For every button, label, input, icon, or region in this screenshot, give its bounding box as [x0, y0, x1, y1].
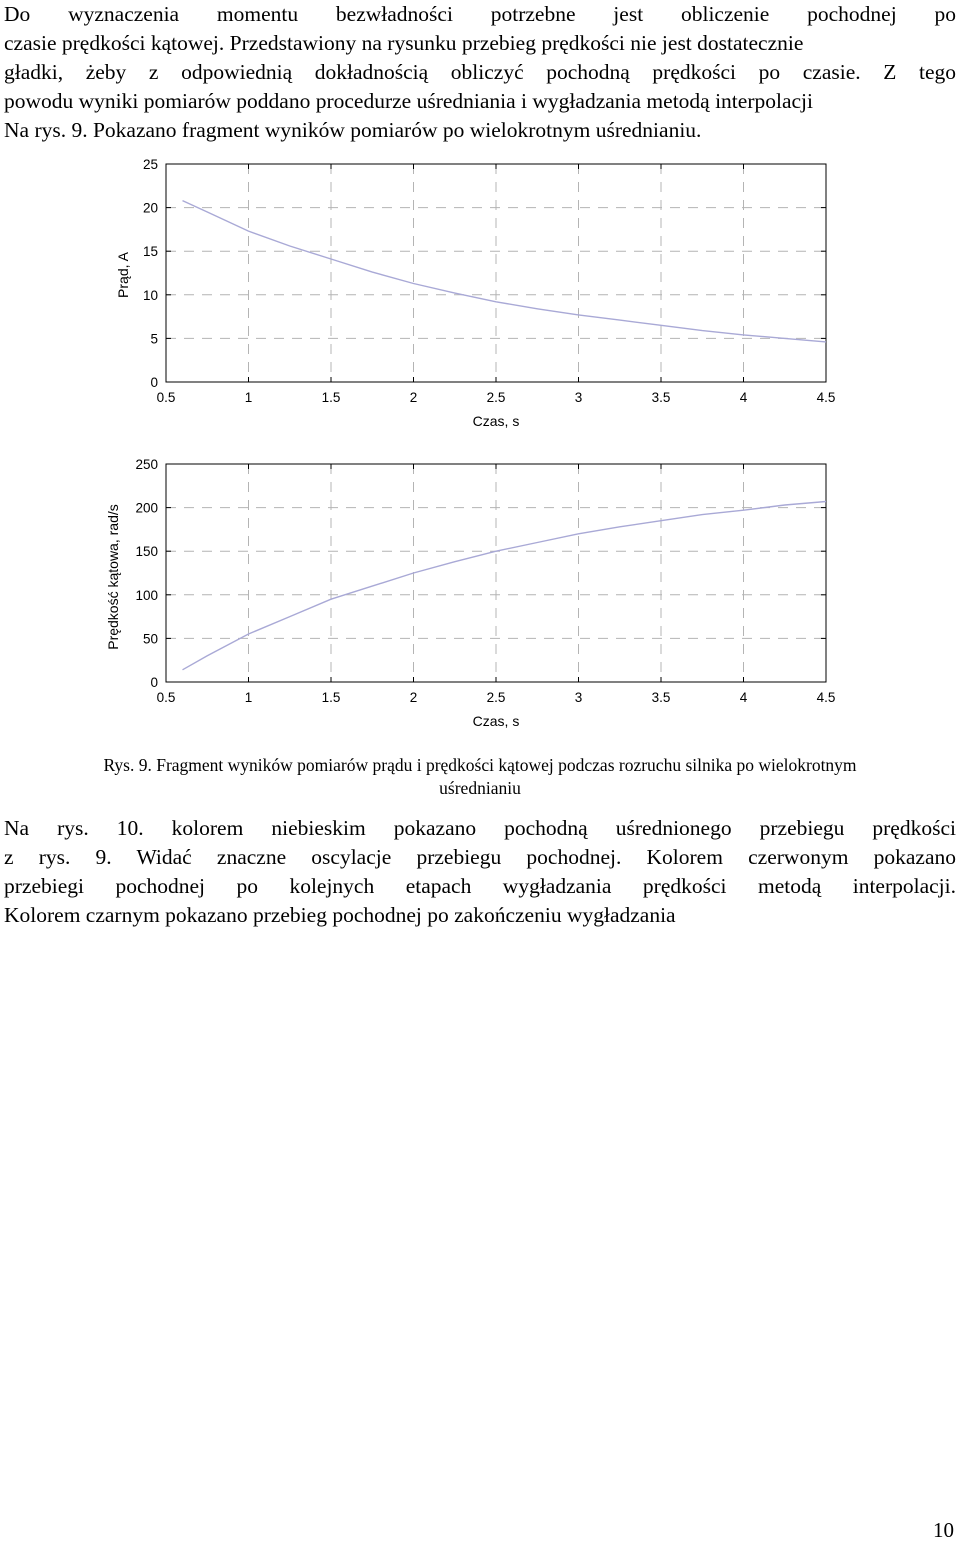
y-tick-label: 5 [150, 331, 158, 347]
page-number: 10 [933, 1518, 954, 1542]
angular-velocity-chart [0, 450, 960, 740]
x-tick-label: 2.5 [486, 690, 506, 705]
y-axis-label: Prąd, A [115, 252, 131, 298]
intro-line: gładki, żeby z odpowiednią dokładnością obliczyć pochodną prędkości po czasie. Z tego [4, 60, 956, 84]
y-tick-label: 25 [142, 157, 158, 172]
x-tick-label: 3 [574, 690, 583, 705]
y-tick-label: 200 [135, 500, 158, 516]
x-axis-label: Czas, s [472, 713, 520, 729]
intro-line: Do wyznaczenia momentu bezwładności potrzebne jest obliczenie pochodnej po [4, 2, 956, 26]
intro-line: powodu wyniki pomiarów poddano procedurze uśredniania i wygładzania metodą interpolacji [4, 89, 813, 113]
y-tick-label: 100 [135, 587, 158, 603]
series-line [183, 201, 827, 342]
description-line: przebiegi pochodnej po kolejnych etapach wygładzania prędkości metodą interpolacji. [4, 874, 956, 898]
x-tick-label: 1.5 [321, 390, 341, 405]
intro-line: Na rys. 9. Pokazano fragment wyników pomiarów po wielokrotnym uśrednianiu. [4, 118, 702, 142]
x-tick-label: 3.5 [651, 390, 671, 405]
series-line [183, 502, 827, 670]
y-tick-label: 0 [150, 375, 158, 390]
x-tick-label: 3 [574, 390, 583, 405]
x-tick-label: 4.5 [816, 390, 836, 405]
description-paragraph [4, 814, 956, 930]
y-axis-label: Prędkość kątowa, rad/s [105, 504, 121, 650]
x-tick-label: 4 [739, 390, 748, 405]
y-tick-label: 150 [135, 544, 158, 560]
x-tick-label: 2 [409, 690, 418, 705]
x-tick-label: 2.5 [486, 390, 506, 405]
y-tick-label: 50 [142, 631, 158, 647]
x-tick-label: 1 [244, 390, 253, 405]
x-tick-label: 1.5 [321, 690, 341, 705]
x-axis-label: Czas, s [472, 413, 520, 429]
y-tick-label: 10 [142, 287, 158, 303]
description-line: Kolorem czarnym pokazano przebieg pochodnej po zakończeniu wygładzania [4, 903, 676, 927]
x-tick-label: 2 [409, 390, 418, 405]
caption-line: uśrednianiu [439, 778, 521, 798]
y-tick-label: 15 [142, 244, 158, 260]
y-tick-label: 0 [150, 675, 158, 690]
y-tick-label: 250 [135, 457, 158, 472]
description-line: z rys. 9. Widać znaczne oscylacje przebiegu pochodnej. Kolorem czerwonym pokazano [4, 845, 956, 869]
figure-caption [0, 754, 960, 800]
intro-paragraph [4, 0, 956, 145]
x-tick-label: 3.5 [651, 690, 671, 705]
current-chart [0, 150, 960, 440]
description-line: Na rys. 10. kolorem niebieskim pokazano pochodną uśrednionego przebiegu prędkości [4, 816, 956, 840]
x-tick-label: 4 [739, 690, 748, 705]
x-tick-label: 1 [244, 690, 253, 705]
y-tick-label: 20 [142, 200, 158, 216]
intro-line: czasie prędkości kątowej. Przedstawiony na rysunku przebieg prędkości nie jest dostatecznie [4, 31, 804, 55]
caption-line: Rys. 9. Fragment wyników pomiarów prądu i prędkości kątowej podczas rozruchu silnika po wielokrotnym [103, 755, 857, 775]
x-tick-label: 0.5 [156, 690, 176, 705]
x-tick-label: 4.5 [816, 690, 836, 705]
x-tick-label: 0.5 [156, 390, 176, 405]
